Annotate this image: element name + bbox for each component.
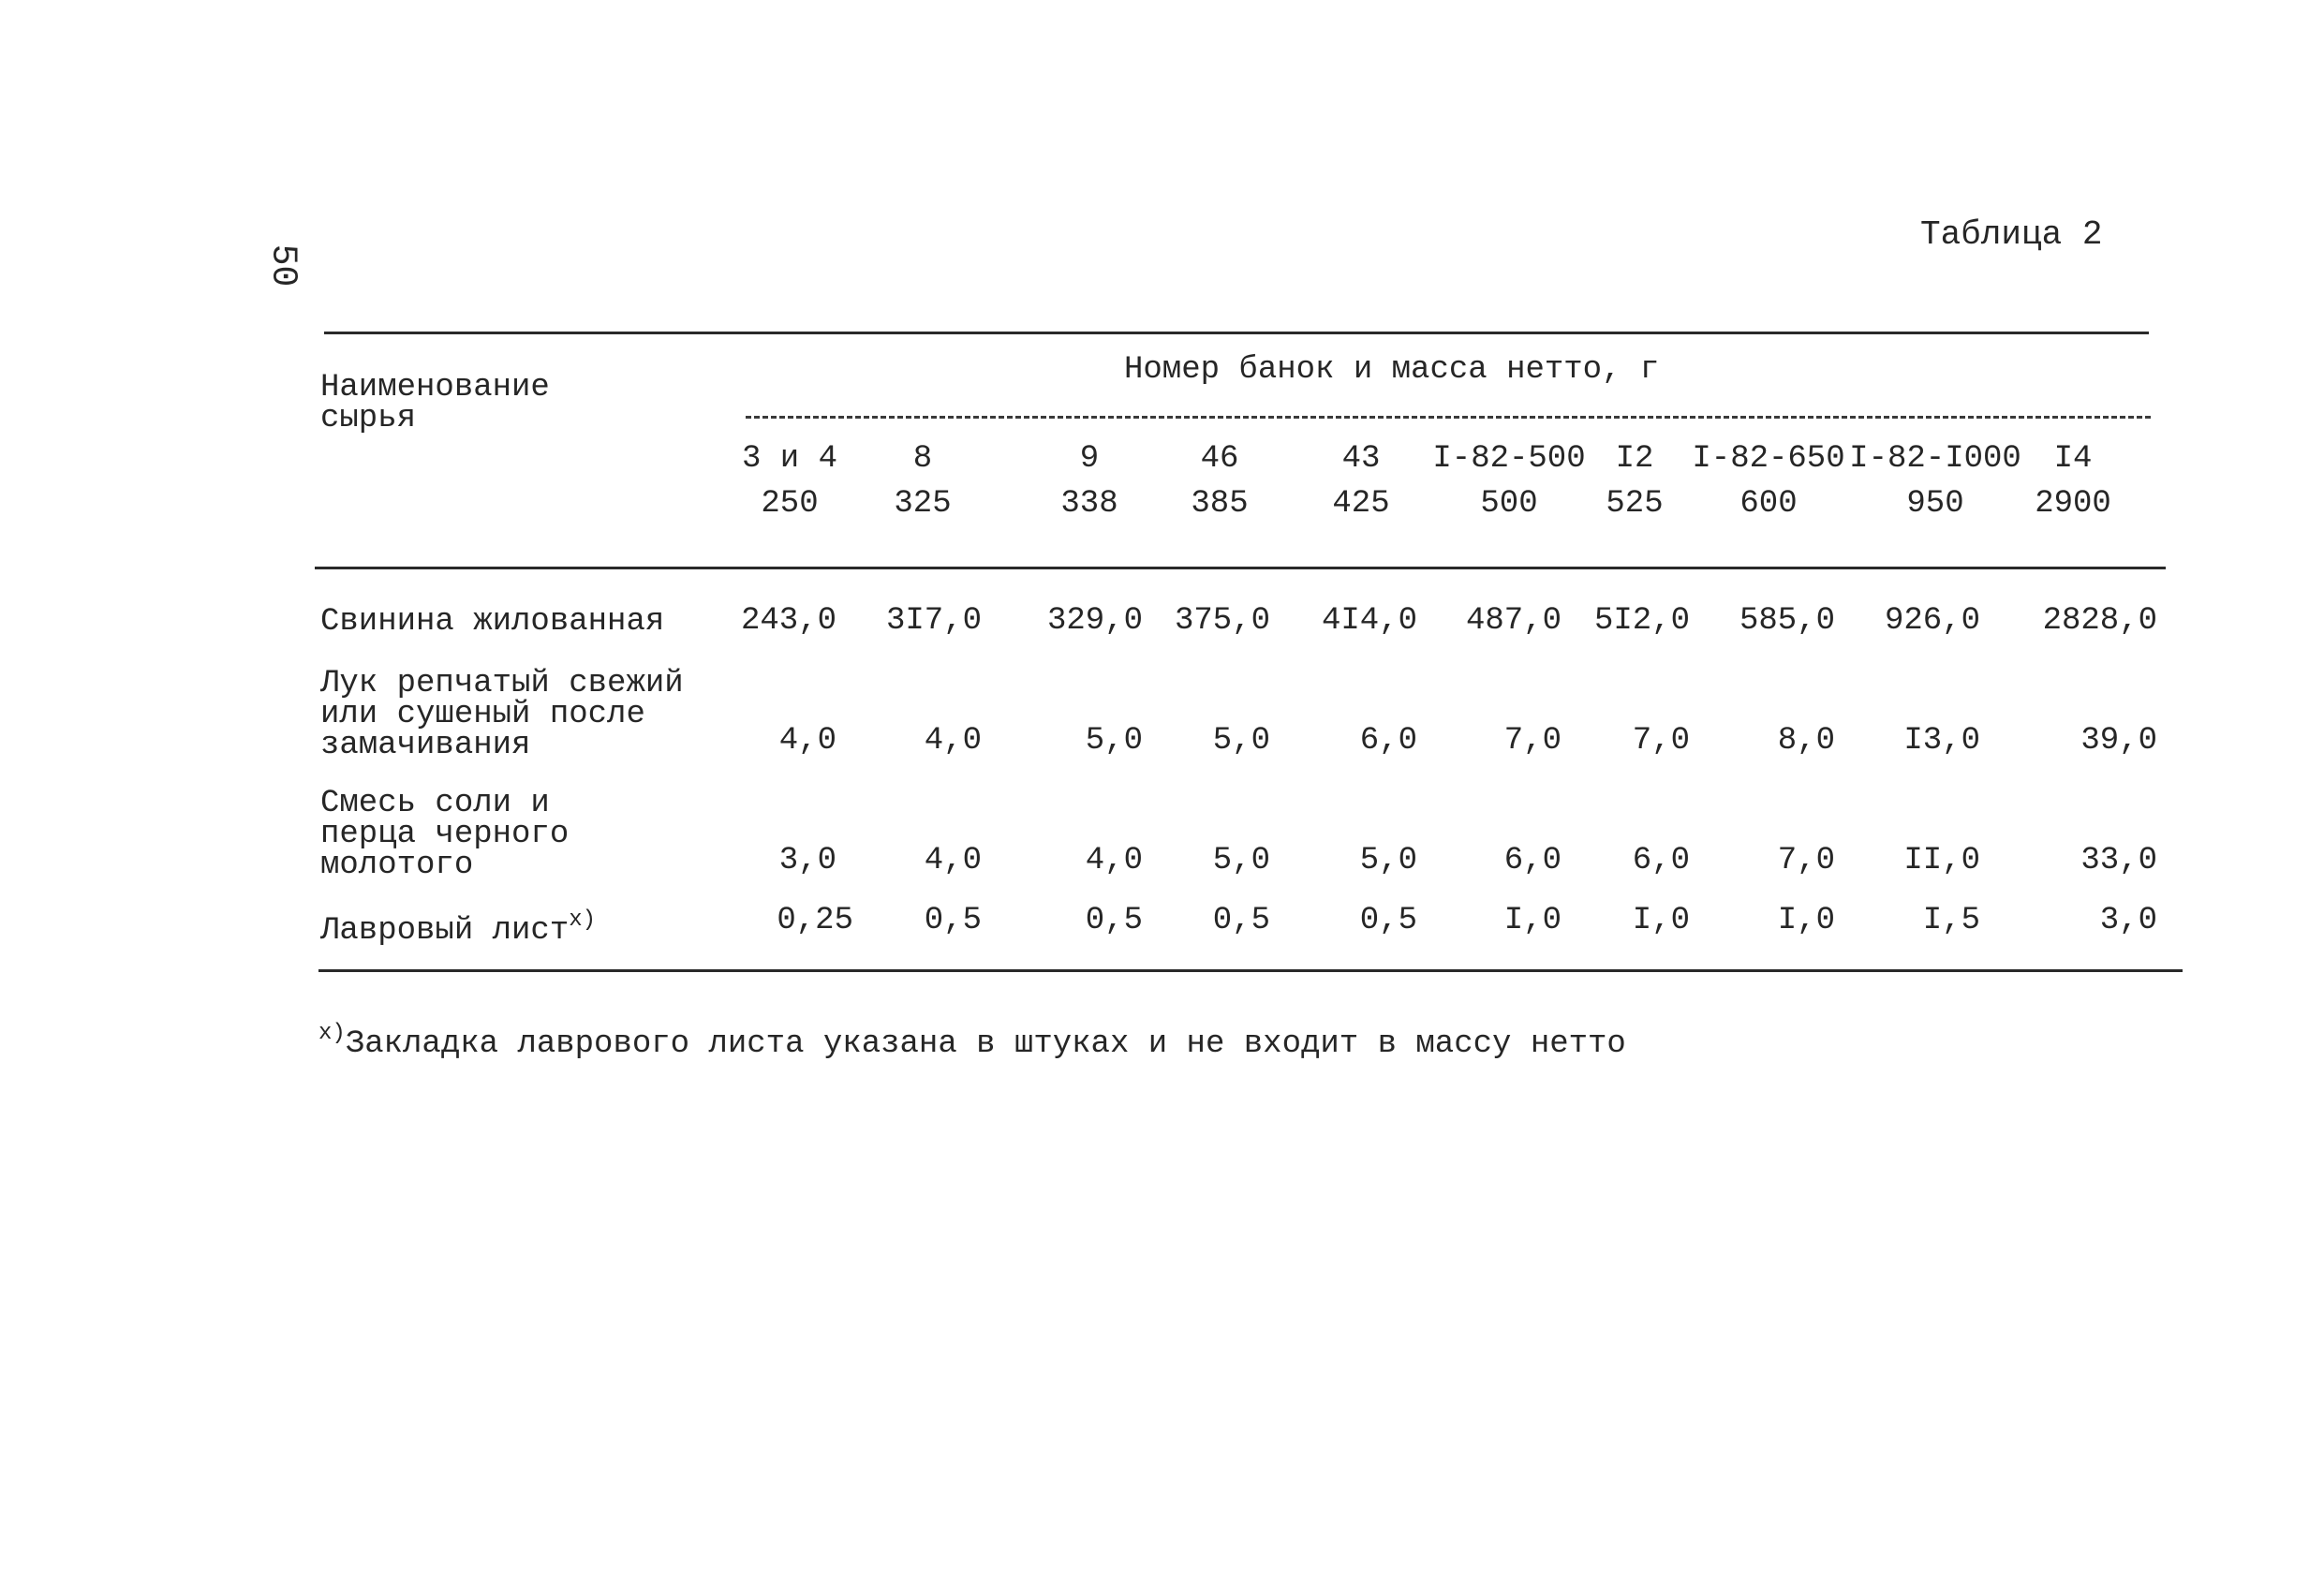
- row-label-line: [320, 905, 596, 947]
- row-label-line: Смесь соли и: [320, 786, 550, 821]
- column-net-mass: 950: [1906, 486, 1964, 522]
- footnote-text: Закладка лаврового листа указана в штуках и не входит в массу нетто: [345, 1026, 1626, 1062]
- table-cell: 5,0: [1085, 723, 1143, 759]
- column-header: [1191, 436, 1248, 526]
- table-cell: 0,25: [777, 903, 853, 938]
- table-cell: 375,0: [1174, 603, 1270, 639]
- column-can-number: I-82-500: [1432, 441, 1586, 477]
- row-label-line: замачивания: [320, 728, 531, 763]
- table-cell: I,0: [1777, 903, 1835, 938]
- row-header-title: [320, 370, 550, 436]
- column-net-mass: 525: [1606, 486, 1664, 522]
- column-net-mass: 385: [1191, 486, 1249, 522]
- column-header: [1332, 436, 1389, 526]
- column-can-number: 43: [1341, 441, 1381, 477]
- column-header: [1692, 436, 1844, 526]
- column-net-mass: 250: [761, 486, 819, 522]
- table-cell: 39,0: [2080, 723, 2157, 759]
- column-header: [1432, 436, 1585, 526]
- column-can-number: I2: [1615, 441, 1654, 477]
- column-header: [1849, 436, 2021, 526]
- row-label-line: перца черного: [320, 817, 570, 852]
- table-cell: 4I4,0: [1321, 603, 1417, 639]
- row-header-title-line: сырья: [320, 401, 417, 436]
- table-cell: 6,0: [1503, 843, 1562, 878]
- table-cell: 5,0: [1212, 843, 1270, 878]
- table-bottom-rule: [318, 969, 2183, 972]
- table-cell: 4,0: [924, 843, 982, 878]
- table-cell: 329,0: [1046, 603, 1143, 639]
- column-net-mass: 325: [894, 486, 952, 522]
- row-label-line: Свинина жилованная: [320, 604, 665, 640]
- table-cell: 0,5: [924, 903, 982, 938]
- table-cell: 33,0: [2080, 843, 2157, 878]
- table-cell: 4,0: [778, 723, 836, 759]
- row-label-line: Лук репчатый свежий: [320, 666, 684, 701]
- footnote-marker: x): [569, 907, 597, 933]
- table-cell: 3I7,0: [885, 603, 982, 639]
- row-label-line: или сушеный после: [320, 697, 645, 732]
- table-cell: I,5: [1922, 903, 1980, 938]
- table-cell: 5,0: [1359, 843, 1417, 878]
- table-cell: 4,0: [924, 723, 982, 759]
- table-cell: I,0: [1503, 903, 1562, 938]
- table-cell: 8,0: [1777, 723, 1835, 759]
- row-header-title-line: Наименование: [320, 370, 550, 406]
- column-net-mass: 338: [1060, 486, 1118, 522]
- table-cell: 3,0: [2099, 903, 2157, 938]
- column-net-mass: 500: [1480, 486, 1538, 522]
- header-bottom-rule: [315, 567, 2166, 569]
- footnote: [318, 1021, 1626, 1062]
- table-cell: 7,0: [1777, 843, 1835, 878]
- column-can-number: 9: [1079, 441, 1100, 477]
- column-header: [894, 436, 951, 526]
- table-top-rule: [324, 332, 2149, 334]
- table-cell: 926,0: [1884, 603, 1980, 639]
- column-net-mass: 600: [1739, 486, 1798, 522]
- column-can-number: 8: [912, 441, 933, 477]
- table-cell: 6,0: [1632, 843, 1690, 878]
- column-header: [742, 436, 837, 526]
- table-cell: 6,0: [1359, 723, 1417, 759]
- column-header: [2035, 436, 2111, 526]
- table-cell: 2828,0: [2042, 603, 2157, 639]
- table-row-label: [320, 905, 596, 947]
- table-cell: 243,0: [740, 603, 836, 639]
- column-can-number: 3 и 4: [741, 441, 838, 477]
- column-can-number: I-82-650: [1692, 441, 1845, 477]
- table-row-label: [320, 666, 684, 763]
- table-cell: 4,0: [1085, 843, 1143, 878]
- table-cell: 487,0: [1465, 603, 1562, 639]
- table-cell: 5I2,0: [1593, 603, 1690, 639]
- table-row-label: [320, 604, 665, 640]
- page-number: 50: [262, 243, 303, 288]
- table-cell: I,0: [1632, 903, 1690, 938]
- column-net-mass: 2900: [2035, 486, 2111, 522]
- row-label-line: молотого: [320, 848, 474, 883]
- column-header: [1606, 436, 1663, 526]
- table-cell: 7,0: [1632, 723, 1690, 759]
- table-cell: 5,0: [1212, 723, 1270, 759]
- footnote-marker: x): [318, 1021, 346, 1046]
- column-can-number: I-82-I000: [1849, 441, 2021, 477]
- table-cell: 3,0: [778, 843, 836, 878]
- table-cell: 7,0: [1503, 723, 1562, 759]
- group-header-dashed-rule: [746, 416, 2151, 419]
- table-cell: 0,5: [1359, 903, 1417, 938]
- table-row-label: [320, 786, 570, 883]
- table-caption: Таблица 2: [1920, 215, 2103, 254]
- table-cell: 0,5: [1085, 903, 1143, 938]
- column-net-mass: 425: [1332, 486, 1390, 522]
- table-cell: I3,0: [1903, 723, 1980, 759]
- group-header: Номер банок и масса нетто, г: [1124, 352, 1660, 388]
- column-can-number: I4: [2053, 441, 2093, 477]
- table-cell: 0,5: [1212, 903, 1270, 938]
- row-label-text: Лавровый лист: [320, 913, 570, 949]
- column-header: [1060, 436, 1118, 526]
- table-cell: II,0: [1903, 843, 1980, 878]
- table-cell: 585,0: [1739, 603, 1835, 639]
- column-can-number: 46: [1200, 441, 1239, 477]
